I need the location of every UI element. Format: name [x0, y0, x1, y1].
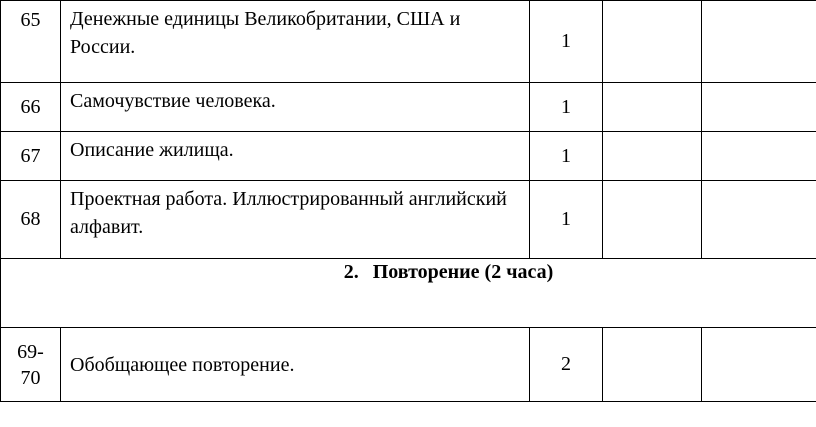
lesson-title: Обобщающее повторение. [61, 328, 530, 402]
table-row [1, 1, 816, 83]
lesson-hours: 1 [530, 132, 603, 181]
empty-cell [603, 328, 702, 402]
empty-cell [603, 1, 702, 83]
empty-cell [603, 83, 702, 132]
empty-cell [702, 1, 816, 83]
table-row [1, 328, 816, 402]
lesson-number: 67 [1, 132, 61, 181]
empty-cell [702, 181, 816, 259]
lesson-number: 66 [1, 83, 61, 132]
lesson-hours: 1 [530, 181, 603, 259]
section-number: 2. [343, 261, 359, 283]
lesson-hours: 1 [530, 83, 603, 132]
table-row [1, 83, 816, 132]
lesson-title: Самочувствие человека. [61, 83, 530, 132]
lesson-hours: 1 [530, 1, 603, 83]
lesson-number: 68 [1, 181, 61, 259]
table-row [1, 181, 816, 259]
lesson-title: Описание жилища. [61, 132, 530, 181]
empty-cell [702, 83, 816, 132]
empty-cell [603, 181, 702, 259]
lesson-title: Денежные единицы Великобритании, США и России. [61, 1, 530, 83]
section-heading-cell [1, 259, 816, 328]
lesson-number-text: 69-70 [17, 340, 44, 389]
section-row [1, 259, 816, 328]
section-title: Повторение (2 часа) [372, 261, 554, 283]
lesson-number [1, 328, 61, 402]
section-heading [344, 259, 554, 284]
empty-cell [702, 328, 816, 402]
empty-cell [702, 132, 816, 181]
lesson-hours: 2 [530, 328, 603, 402]
lesson-title: Проектная работа. Иллюстрированный английский алфавит. [61, 181, 530, 259]
lesson-number: 65 [1, 1, 61, 83]
empty-cell [603, 132, 702, 181]
table-row [1, 132, 816, 181]
